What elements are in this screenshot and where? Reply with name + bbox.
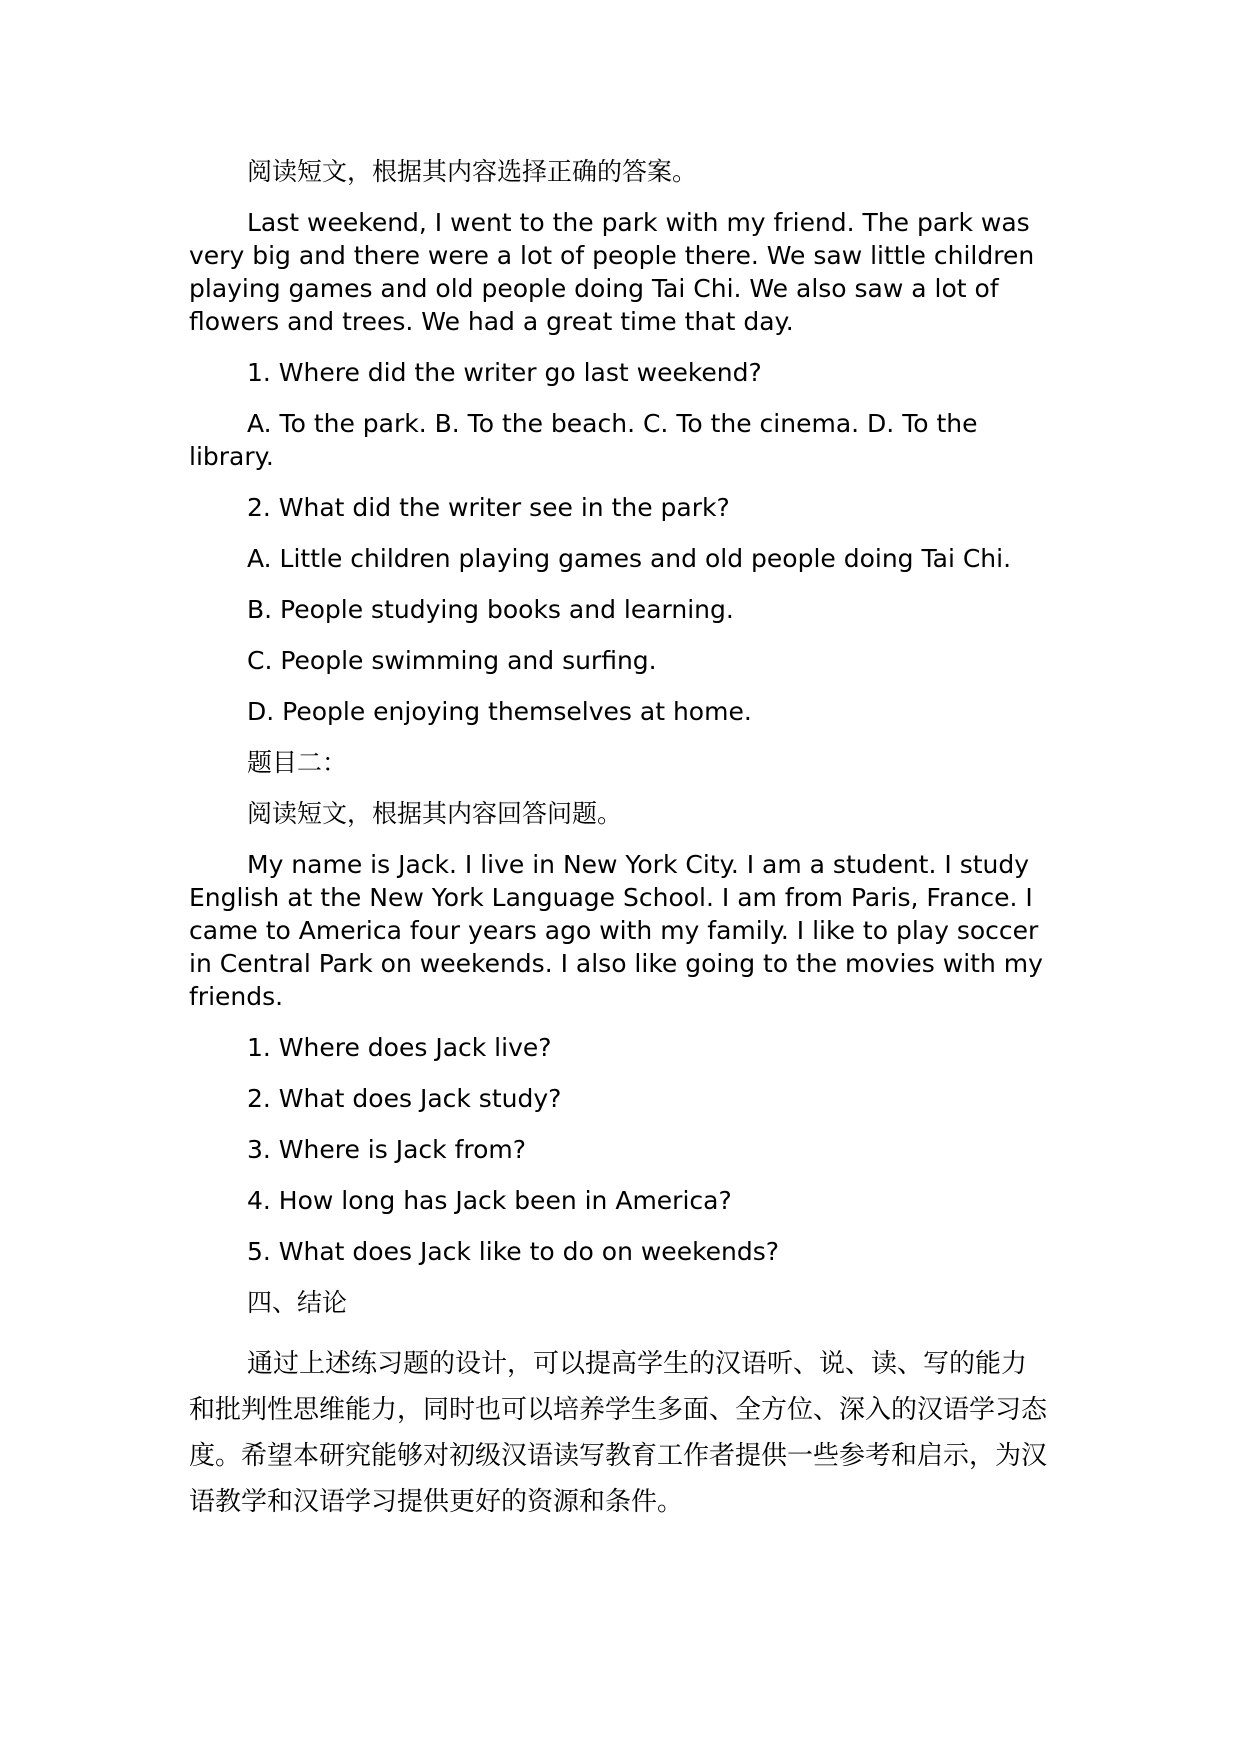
section2-question-1: 1. Where does Jack live?: [247, 1033, 552, 1062]
section2-passage: My name is Jack. I live in New York City. I am a student. I study English at the New York Language School. I am from Paris, France. I came to America four years ago with my family. I like to play soccer in Central Park on weekends. I also like going to the movies with my friends.: [189, 850, 1043, 1011]
question-2: 2. What did the writer see in the park?: [247, 493, 730, 522]
section2-title: 题目二：: [247, 748, 348, 777]
question-1: 1. Where did the writer go last weekend?: [247, 358, 762, 387]
question-2-option-a: A. Little children playing games and old people doing Tai Chi.: [247, 544, 1012, 573]
question-1-options: A. To the park. B. To the beach. C. To the cinema. D. To the library.: [189, 409, 978, 471]
conclusion-heading: 四、结论: [247, 1288, 348, 1317]
question-2-option-c: C. People swimming and surfing.: [247, 646, 657, 675]
question-2-option-d: D. People enjoying themselves at home.: [247, 697, 752, 726]
document-page: [189, 155, 1049, 1525]
conclusion-text: 通过上述练习题的设计，可以提高学生的汉语听、说、读、写的能力和批判性思维能力，同时也可以培养学生多面、全方位、深入的汉语学习态度。希望本研究能够对初级汉语读写教育工作者提供一些参考和启示，为汉语教学和汉语学习提供更好的资源和条件。: [189, 1349, 1048, 1517]
section1-instruction: 阅读短文，根据其内容选择正确的答案。: [247, 157, 698, 186]
section2-question-4: 4. How long has Jack been in America?: [247, 1186, 732, 1215]
section2-question-5: 5. What does Jack like to do on weekends?: [247, 1237, 780, 1266]
section1-passage: Last weekend, I went to the park with my friend. The park was very big and there were a lot of people there. We saw little children playing games and old people doing Tai Chi. We also saw a lot of flowers and trees. We had a great time that day.: [189, 208, 1035, 336]
section2-question-3: 3. Where is Jack from?: [247, 1135, 527, 1164]
question-2-option-b: B. People studying books and learning.: [247, 595, 734, 624]
section2-question-2: 2. What does Jack study?: [247, 1084, 562, 1113]
section2-instruction: 阅读短文，根据其内容回答问题。: [247, 799, 623, 828]
